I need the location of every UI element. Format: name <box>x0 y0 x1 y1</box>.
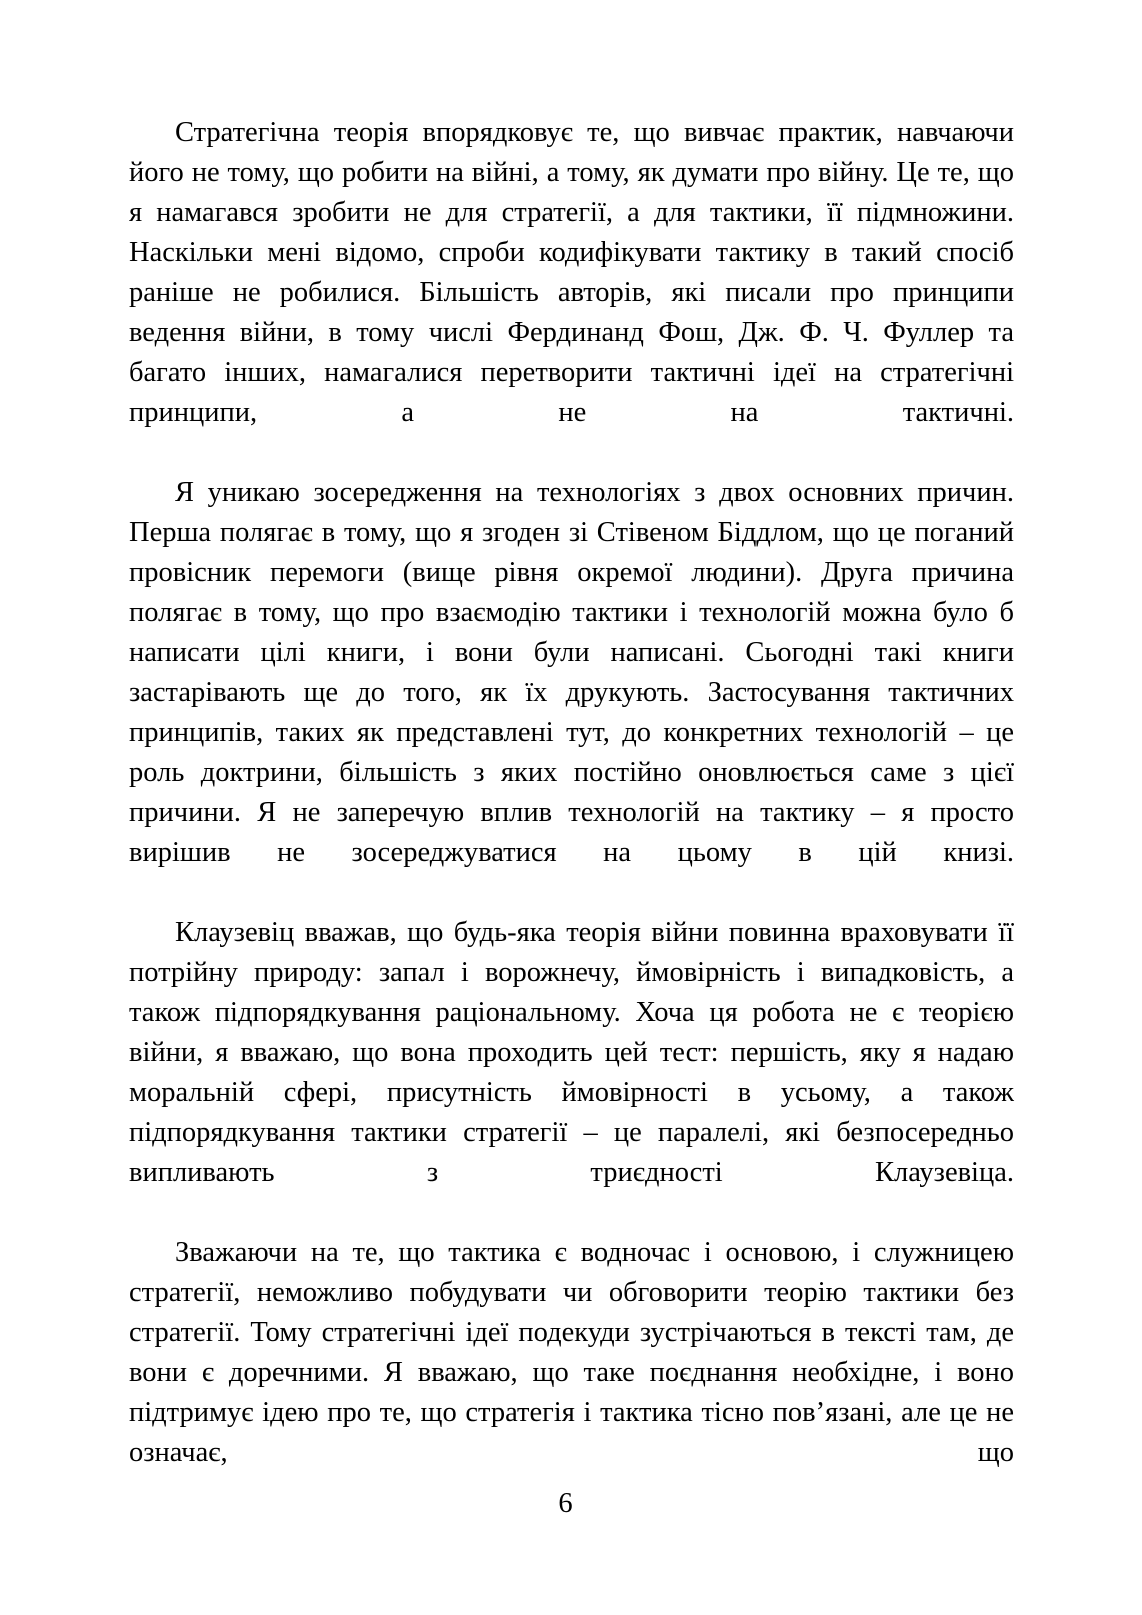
body-text-block <box>129 113 1014 1513</box>
paragraph: Я уникаю зосередження на технологіях з двох основних причин. Перша полягає в тому, що я згоден зі Стівеном Біддлом, що це поганий провісник перемоги (вище рівня окремої людини). Друга причина полягає в тому, що про взаємодію тактики і технологій можна було б написати цілі книги, і вони були написані. Сьогодні такі книги застарівають ще до того, як їх друкують. Застосування тактичних принципів, таких як представлені тут, до конкретних технологій – це роль доктрини, більшість з яких постійно оновлюється саме з цієї причини. Я не заперечую вплив технологій на тактику – я просто вирішив не зосереджуватися на цьому в цій книзі. <box>129 477 1014 868</box>
paragraph: Клаузевіц вважав, що будь-яка теорія війни повинна враховувати її потрійну природу: запал і ворожнечу, ймовірність і випадковість, а також підпорядкування раціональному. Хоча ця робота не є теорією війни, я вважаю, що вона проходить цей тест: першість, яку я надаю моральній сфері, присутність ймовірності в усьому, а також підпорядкування тактики стратегії – це паралелі, які безпосередньо випливають з триєдності Клаузевіца. <box>129 917 1014 1188</box>
paragraph: Стратегічна теорія впорядковує те, що вивчає практик, навчаючи його не тому, що робити на війні, а тому, як думати про війну. Це те, що я намагався зробити не для стратегії, а для тактики, її підмножини. Наскільки мені відомо, спроби кодифікувати тактику в такий спосіб раніше не робилися. Більшість авторів, які писали про принципи ведення війни, в тому числі Фердинанд Фош, Дж. Ф. Ч. Фуллер та багато інших, намагалися перетворити тактичні ідеї на стратегічні принципи, а не на тактичні. <box>129 117 1014 428</box>
paragraph: Зважаючи на те, що тактика є водночас і основою, і служницею стратегії, неможливо побудувати чи обговорити теорію тактики без стратегії. Тому стратегічні ідеї подекуди зустрічаються в тексті там, де вони є доречними. Я вважаю, що таке поєднання необхідне, і воно підтримує ідею про те, що стратегія і тактика тісно пов’язані, але це не означає, що <box>129 1237 1014 1468</box>
page-number: 6 <box>558 1488 573 1519</box>
